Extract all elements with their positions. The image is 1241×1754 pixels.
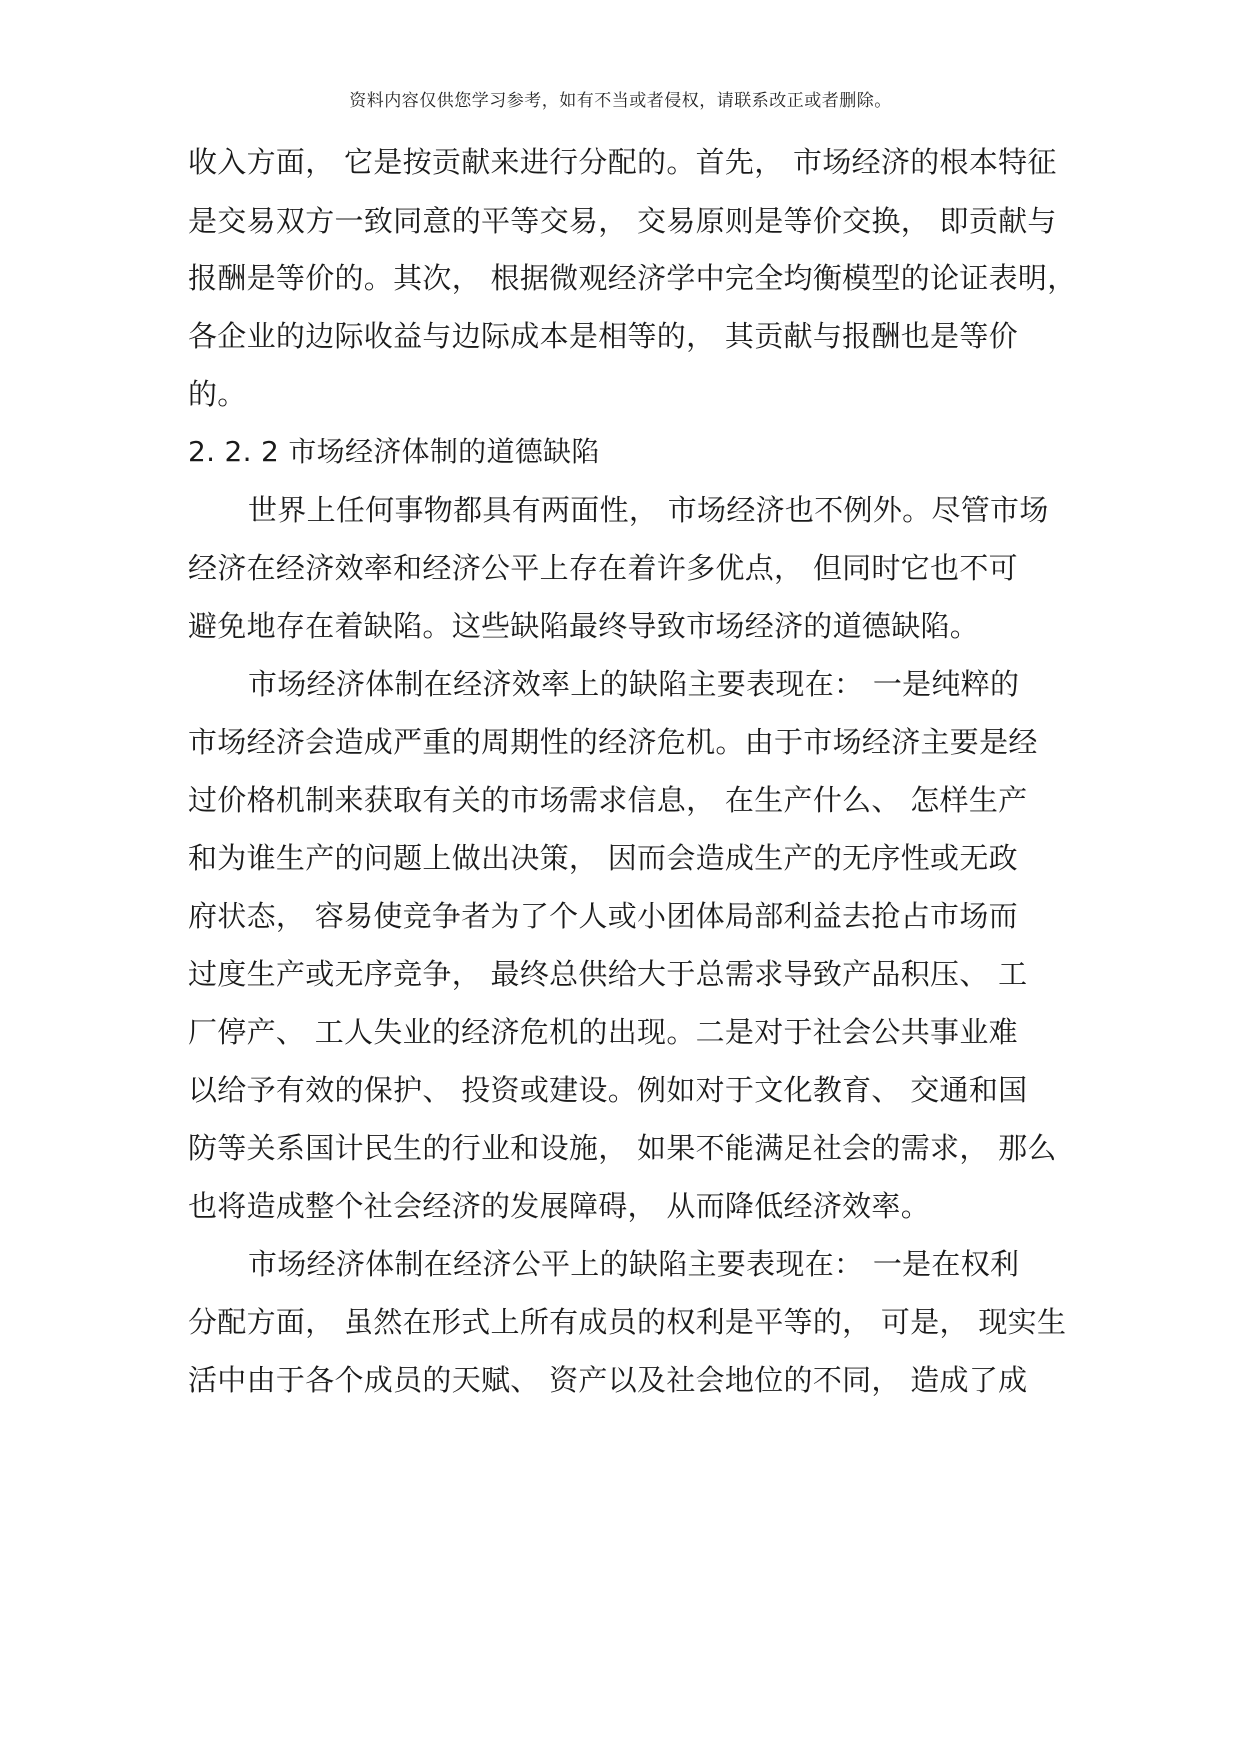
body-line: 防等关系国计民生的行业和设施， 如果不能满足社会的需求， 那么 (188, 1131, 1057, 1165)
body-line: 活中由于各个成员的天赋、 资产以及社会地位的不同， 造成了成 (188, 1363, 1028, 1397)
body-line: 以给予有效的保护、 投资或建设。例如对于文化教育、 交通和国 (188, 1073, 1028, 1107)
body-line: 市场经济体制在经济公平上的缺陷主要表现在： 一是在权利 (248, 1247, 1020, 1281)
body-line: 府状态， 容易使竞争者为了个人或小团体局部利益去抢占市场而 (188, 899, 1018, 933)
body-line: 厂停产、 工人失业的经济危机的出现。二是对于社会公共事业难 (188, 1015, 1018, 1049)
body-line: 过度生产或无序竞争， 最终总供给大于总需求导致产品积压、 工 (188, 957, 1028, 991)
body-line: 和为谁生产的问题上做出决策， 因而会造成生产的无序性或无政 (188, 841, 1018, 875)
body-line: 各企业的边际收益与边际成本是相等的， 其贡献与报酬也是等价 (188, 319, 1018, 353)
body-line: 收入方面， 它是按贡献来进行分配的。首先， 市场经济的根本特征 (188, 145, 1057, 179)
body-line: 过价格机制来获取有关的市场需求信息， 在生产什么、 怎样生产 (188, 783, 1028, 817)
body-line: 世界上任何事物都具有两面性， 市场经济也不例外。尽管市场 (248, 493, 1049, 527)
disclaimer-header: 资料内容仅供您学习参考，如有不当或者侵权，请联系改正或者删除。 (349, 91, 892, 111)
body-line: 分配方面， 虽然在形式上所有成员的权利是平等的， 可是， 现实生 (188, 1305, 1067, 1339)
section-heading: 2. 2. 2 市场经济体制的道德缺陷 (188, 435, 600, 468)
body-line: 经济在经济效率和经济公平上存在着许多优点， 但同时它也不可 (188, 551, 1018, 585)
body-line: 市场经济会造成严重的周期性的经济危机。由于市场经济主要是经 (188, 725, 1038, 759)
body-line: 的。 (188, 377, 247, 411)
body-line: 避免地存在着缺陷。这些缺陷最终导致市场经济的道德缺陷。 (188, 609, 980, 643)
body-line: 市场经济体制在经济效率上的缺陷主要表现在： 一是纯粹的 (248, 667, 1020, 701)
body-line: 也将造成整个社会经济的发展障碍， 从而降低经济效率。 (188, 1189, 931, 1223)
body-line: 报酬是等价的。其次， 根据微观经济学中完全均衡模型的论证表明， (188, 261, 1077, 295)
body-line: 是交易双方一致同意的平等交易， 交易原则是等价交换， 即贡献与 (188, 204, 1057, 238)
